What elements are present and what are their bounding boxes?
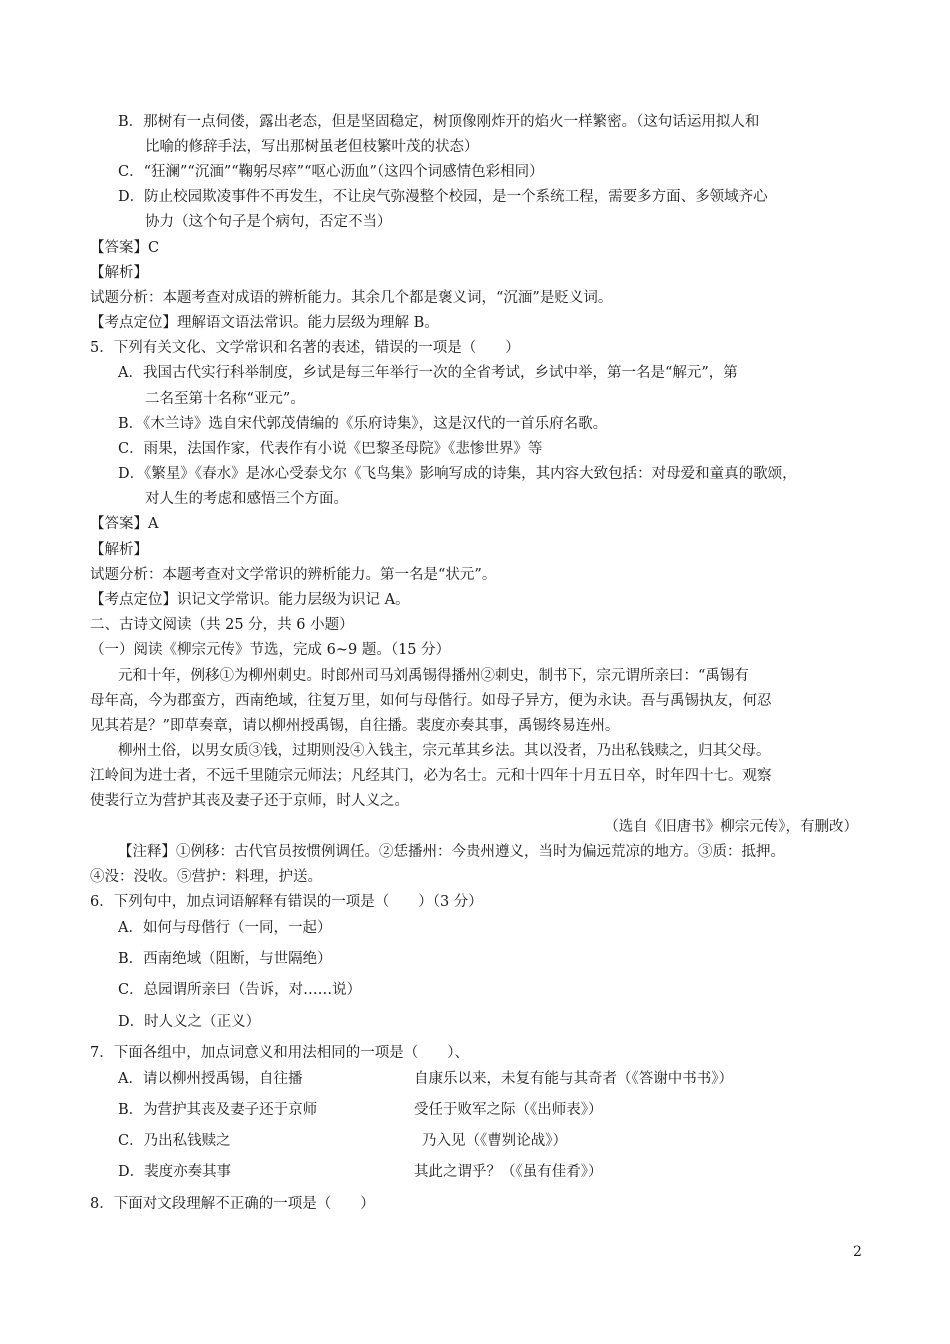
q8-stem: 8．下面对文段理解不正确的一项是（ ） bbox=[90, 1196, 375, 1212]
q5-option-a-line2: 二名至第十名称“亚元”。 bbox=[145, 391, 305, 407]
q7-option-b-right: 受任于败军之际（《出师表》） bbox=[414, 1102, 603, 1118]
q5-stem: 5．下列有关文化、文学常识和名著的表述，错误的一项是（ ） bbox=[90, 340, 520, 356]
q7-option-d-right: 其此之谓乎？（《虽有佳肴》） bbox=[414, 1164, 603, 1180]
q6-option-d: D．时人义之（正义） bbox=[118, 1014, 261, 1030]
passage-source: （选自《旧唐书》柳宗元传》，有删改） bbox=[604, 819, 858, 835]
passage-p2-line2: 江岭间为进士者，不远千里随宗元师法；凡经其门，必为名士。元和十四年十月五日卒，时年四十七。观察 bbox=[90, 768, 772, 784]
q4-option-d-line1: D．防止校园欺凌事件不再发生，不让戾气弥漫整个校园，是一个系统工程，需要多方面、多领域齐心 bbox=[118, 189, 768, 205]
notes-line1: 【注释】①例移：古代官员按惯例调任。②恁播州：今贵州遵义，当时为偏远荒凉的地方。③质：抵押。 bbox=[118, 844, 785, 860]
q6-option-a: A．如何与母偕行（一同，一起） bbox=[118, 920, 332, 936]
q7-option-a-right: 自康乐以来，未复有能与其奇者（《答谢中书书》） bbox=[414, 1071, 733, 1087]
q7-option-c-right: 乃入见（《曹刿论战》） bbox=[422, 1133, 567, 1149]
notes-line2: ④没：没收。⑤营护：料理，护送。 bbox=[90, 869, 322, 885]
q7-option-a-left: A．请以柳州授禹锡，自往播 bbox=[118, 1071, 303, 1087]
q4-analysis: 试题分析：本题考查对成语的辨析能力。其余几个都是褒义词，“沉湎”是贬义词。 bbox=[90, 290, 613, 306]
q4-answer: 【答案】C bbox=[90, 240, 160, 256]
q5-point: 【考点定位】识记文学常识。能力层级为识记 A。 bbox=[90, 592, 410, 608]
q5-option-d-line1: D．《繁星》《春水》是冰心受泰戈尔《飞鸟集》影响写成的诗集，其内容大致包括：对母爱和童真的歌颂， bbox=[118, 466, 797, 482]
q4-option-b-line1: B．那树有一点伺偻，露出老态，但是坚固稳定，树顶像刚炸开的焰火一样繁密。（这句话运用拟人和 bbox=[118, 114, 760, 130]
q4-jiexi-heading: 【解析】 bbox=[90, 265, 148, 281]
passage-p1-line1: 元和十年，例移①为柳州刺史。时郎州司马刘禹锡得播州②刺史，制书下，宗元谓所亲曰：“禹锡有 bbox=[118, 668, 749, 684]
passage-p1-line2: 母年高，今为郡蛮方，西南绝域，往复万里，如何与母偕行。如母子异方，便为永诀。吾与禹锡执友，何忍 bbox=[90, 693, 772, 709]
q5-option-a-line1: A．我国古代实行科举制度，乡试是每三年举行一次的全省考试，乡试中举，第一名是“解元”，第 bbox=[118, 365, 738, 381]
q4-option-c: C．“狂澜”“沉湎”“鞠躬尽瘁”“呕心沥血”（这四个词感情色彩相同） bbox=[118, 164, 544, 180]
q5-option-c: C．雨果，法国作家，代表作有小说《巴黎圣母院》《悲惨世界》等 bbox=[118, 441, 543, 457]
q7-option-d-left: D．裴度亦奏其事 bbox=[118, 1164, 232, 1180]
passage-p2-line3: 使裴行立为营护其丧及妻子还于京师，时人义之。 bbox=[90, 793, 409, 809]
passage-p2-line1: 柳州土俗，以男女质③钱，过期则没④入钱主，宗元革其乡法。其以没者，乃出私钱赎之，归其父母。 bbox=[118, 743, 771, 759]
q6-option-b: B．西南绝域（阻断，与世隔绝） bbox=[118, 951, 332, 967]
q6-option-c: C．总园谓所亲曰（告诉，对……说） bbox=[118, 982, 362, 998]
section-2-title: 二、古诗文阅读（共 25 分，共 6 小题） bbox=[90, 617, 354, 633]
page-number: 2 bbox=[853, 1244, 862, 1260]
q4-option-d-line2: 协力（这个句子是个病句，否定不当） bbox=[145, 214, 392, 230]
q6-stem: 6．下列句中，加点词语解释有错误的一项是（ ）（3 分） bbox=[90, 894, 483, 910]
q7-stem: 7．下面各组中，加点词意义和用法相同的一项是（ ）、 bbox=[90, 1045, 469, 1061]
q4-point: 【考点定位】理解语文语法常识。能力层级为理解 B。 bbox=[90, 315, 439, 331]
q5-option-b: B．《木兰诗》选自宋代郭茂倩编的《乐府诗集》，这是汉代的一首乐府名歌。 bbox=[118, 416, 608, 432]
q5-answer: 【答案】A bbox=[90, 516, 159, 532]
q5-analysis: 试题分析：本题考查对文学常识的辨析能力。第一名是“状元”。 bbox=[90, 567, 497, 583]
passage-p1-line3: 见其若是？”即草奏章，请以柳州授禹锡，自往播。裴度亦奏其事，禹锡终易连州。 bbox=[90, 718, 620, 734]
q4-option-b-line2: 比喻的修辞手法，写出那树虽老但枝繁叶茂的状态） bbox=[145, 139, 479, 155]
q5-jiexi-heading: 【解析】 bbox=[90, 542, 148, 558]
section-2-sub1: （一）阅读《柳宗元传》节选，完成 6~9 题。（15 分） bbox=[90, 642, 451, 658]
q5-option-d-line2: 对人生的考虑和感悟三个方面。 bbox=[145, 491, 348, 507]
q7-option-b-left: B．为营护其丧及妻子还于京师 bbox=[118, 1102, 318, 1118]
q7-option-c-left: C．乃出私钱赎之 bbox=[118, 1133, 231, 1149]
